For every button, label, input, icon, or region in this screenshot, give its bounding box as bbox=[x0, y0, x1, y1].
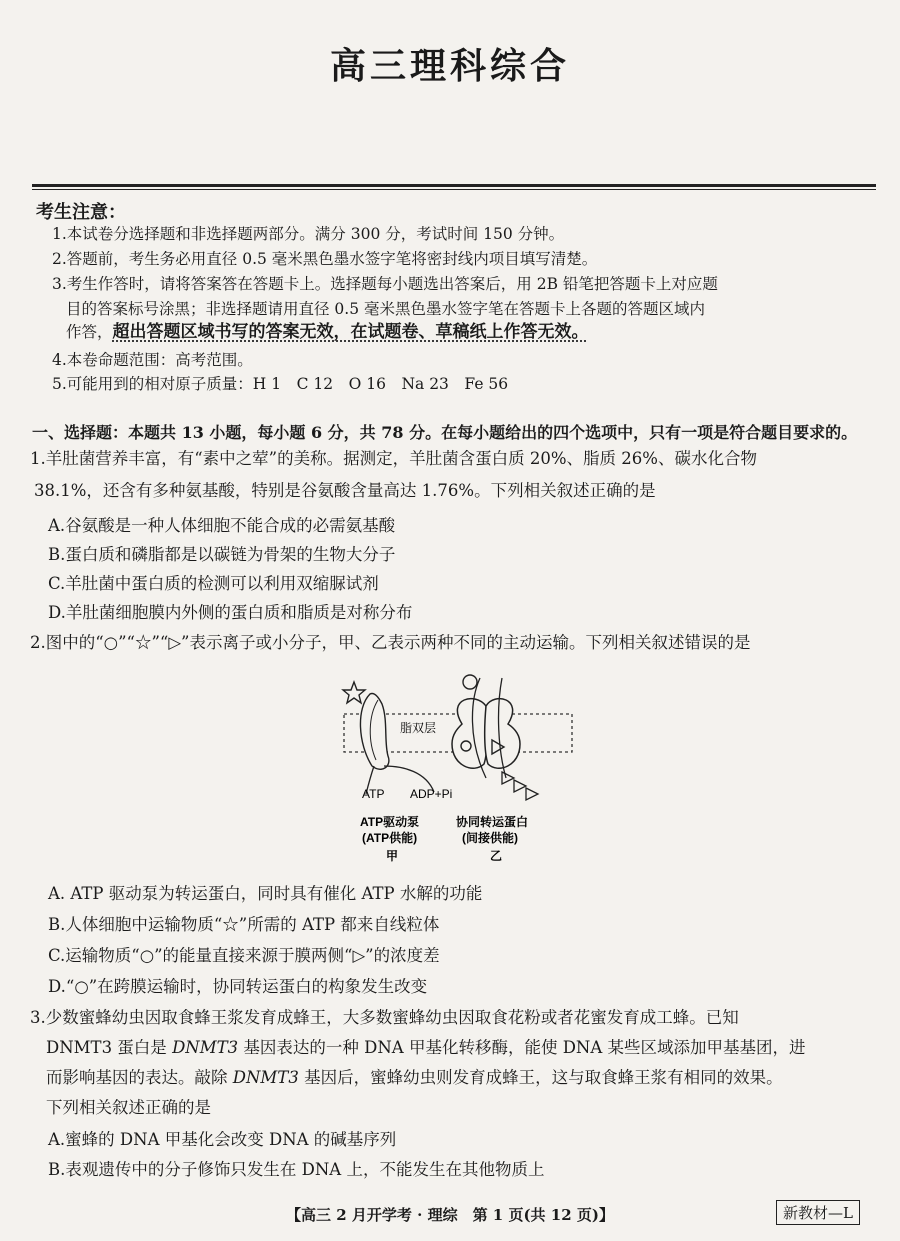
header-rule-thick bbox=[32, 184, 876, 187]
q3-line-3-b: 基因后，蜜蜂幼虫则发育成蜂王，这与取食蜂王浆有相同的效果。 bbox=[298, 1068, 783, 1087]
notice-item-3-line-2: 目的答案标号涂黑；非选择题请用直径 0.5 毫米黑色墨水签字笔在答题卡上各题的答题区域内 bbox=[66, 300, 706, 318]
cotransporter-left-half bbox=[452, 699, 487, 769]
cotransporter-right-half bbox=[485, 699, 520, 769]
q3-line-3 bbox=[46, 1063, 882, 1092]
q3-line-2-a: DNMT3 蛋白是 bbox=[46, 1038, 173, 1057]
header-rule-thin bbox=[32, 189, 876, 190]
q1-option-a: A.谷氨酸是一种人体细胞不能合成的必需氨基酸 bbox=[48, 516, 396, 535]
notice-item-1: 1.本试卷分选择题和非选择题两部分。满分 300 分，考试时间 150 分钟。 bbox=[52, 225, 565, 243]
atp-label: ATP bbox=[362, 787, 385, 801]
q3-option-a: A.蜜蜂的 DNA 甲基化会改变 DNA 的碱基序列 bbox=[48, 1130, 397, 1149]
q1-option-c: C.羊肚菌中蛋白质的检测可以利用双缩脲试剂 bbox=[48, 574, 379, 593]
edition-tag: 新教材—L bbox=[776, 1200, 860, 1225]
right-protein-sub: (间接供能) bbox=[462, 831, 518, 845]
notice-item-3-line-1: 3.考生作答时，请将答案答在答题卡上。选择题每小题选出答案后，用 2B 铅笔把答题卡上对应题 bbox=[52, 275, 718, 293]
q3-line-1: 3.少数蜜蜂幼虫因取食蜂王浆发育成蜂王，大多数蜜蜂幼虫因取食花粉或者花蜜发育成工蜂。已知 bbox=[30, 1008, 739, 1027]
gene-name: DNMT3 bbox=[172, 1038, 239, 1057]
transport-diagram-svg bbox=[330, 670, 580, 875]
notice-item-3-line-3 bbox=[66, 320, 882, 345]
notice-item-2: 2.答题前，考生务必用直径 0.5 毫米黑色墨水签字笔将密封线内项目填写清楚。 bbox=[52, 250, 598, 268]
q1-option-d: D.羊肚菌细胞膜内外侧的蛋白质和脂质是对称分布 bbox=[48, 603, 413, 622]
q1-stem-line-2: 38.1%，还含有多种氨基酸，特别是谷氨酸含量高达 1.76%。下列相关叙述正确的是 bbox=[34, 481, 656, 500]
q3-line-2-b: 基因表达的一种 DNA 甲基化转移酶，能使 DNA 某些区域添加甲基基团，进 bbox=[238, 1038, 806, 1057]
notice-item-3-prefix: 作答， bbox=[66, 323, 113, 341]
circle-molecule-icon bbox=[463, 675, 477, 689]
notice-item-4: 4.本卷命题范围：高考范围。 bbox=[52, 351, 253, 369]
star-molecule-icon bbox=[343, 682, 365, 703]
q3-option-b: B.表观遗传中的分子修饰只发生在 DNA 上，不能发生在其他物质上 bbox=[48, 1160, 545, 1179]
q2-option-d: D.“○”在跨膜运输时，协同转运蛋白的构象发生改变 bbox=[48, 977, 428, 996]
q1-stem-line-1: 1.羊肚菌营养丰富，有“素中之荤”的美称。据测定，羊肚菌含蛋白质 20%、脂质 26%、碳水化合物 bbox=[30, 449, 757, 468]
left-protein-tag: 甲 bbox=[386, 849, 399, 863]
right-protein-tag: 乙 bbox=[490, 849, 503, 863]
q2-option-a: A. ATP 驱动泵为转运蛋白，同时具有催化 ATP 水解的功能 bbox=[48, 884, 483, 903]
q3-line-4: 下列相关叙述正确的是 bbox=[46, 1098, 211, 1117]
q2-stem: 2.图中的“○”“☆”“▷”表示离子或小分子，甲、乙表示两种不同的主动运输。下列相关叙述错误的是 bbox=[30, 633, 751, 652]
q3-line-2 bbox=[46, 1033, 882, 1062]
adp-label: ADP+Pi bbox=[410, 787, 453, 801]
left-protein-sub: (ATP供能) bbox=[362, 831, 418, 845]
transport-diagram bbox=[330, 670, 580, 875]
membrane-label: 脂双层 bbox=[400, 721, 437, 735]
notice-item-5: 5.可能用到的相对原子质量：H 1 C 12 O 16 Na 23 Fe 56 bbox=[52, 375, 509, 393]
notice-emphasis: 超出答题区域书写的答案无效，在试题卷、草稿纸上作答无效。 bbox=[112, 322, 589, 342]
right-protein-name: 协同转运蛋白 bbox=[456, 815, 529, 829]
left-protein-name: ATP驱动泵 bbox=[360, 815, 420, 829]
section-heading: 一、选择题：本题共 13 小题，每小题 6 分，共 78 分。在每小题给出的四个选项中，只有一项是符合题目要求的。 bbox=[32, 423, 858, 442]
q1-option-b: B.蛋白质和磷脂都是以碳链为骨架的生物大分子 bbox=[48, 545, 396, 564]
page-title: 高三理科综合 bbox=[329, 45, 570, 87]
triangle-molecule-icon bbox=[502, 772, 514, 784]
triangle-molecule-icon bbox=[514, 780, 526, 792]
gene-name: DNMT3 bbox=[232, 1068, 299, 1087]
page-footer: 【高三 2 月开学考 · 理综 第 1 页(共 12 页)】 bbox=[286, 1206, 614, 1224]
q3-line-3-a: 而影响基因的表达。敲除 bbox=[46, 1068, 233, 1087]
q2-option-c: C.运输物质“○”的能量直接来源于膜两侧“▷”的浓度差 bbox=[48, 946, 440, 965]
notice-heading: 考生注意： bbox=[36, 202, 126, 223]
triangle-molecule-icon bbox=[526, 788, 538, 800]
q2-option-b: B.人体细胞中运输物质“☆”所需的 ATP 都来自线粒体 bbox=[48, 915, 440, 934]
